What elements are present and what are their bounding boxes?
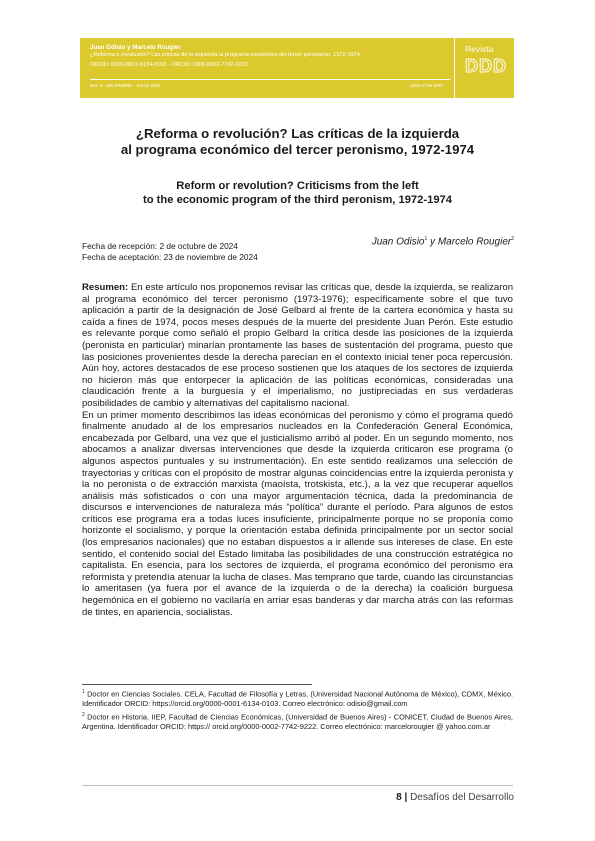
received-date: Fecha de recepción: 2 de octubre de 2024 — [82, 241, 238, 251]
page-footer — [396, 792, 514, 803]
footnotes — [82, 688, 513, 734]
title-es-line-1: ¿Reforma o revolución? Las críticas de la izquierda — [135, 126, 460, 141]
footnote-2-mark: 2 — [82, 711, 85, 718]
author-connector: y — [427, 236, 438, 248]
footnote-2-text: Doctor en Historia. IIEP, Facultad de Ciencias Económicas, (Universidad de Buenos Aires) - CONICET, Ciudad de Buenos Aires, Argentina. Identificador ORCID: https:// orcid.org/0000-0002-7742-9222. Correo electrónico: marcelorougier @ yahoo.com.ar — [82, 712, 513, 731]
title-en-line-2: to the economic program of the third peronism, 1972-1974 — [143, 194, 452, 206]
article-title-english — [70, 179, 525, 207]
header-vertical-divider — [454, 38, 455, 98]
abstract-label: Resumen: — [82, 282, 129, 293]
title-en-line-1: Reform or revolution? Criticisms from the left — [176, 180, 419, 192]
submission-dates — [82, 241, 258, 262]
author-byline — [372, 236, 514, 247]
abstract-paragraph-2: En un primer momento describimos las ideas económicas del peronismo y cómo el programa quedó finalmente anudado al de los empresarios nucleados en la Confederación General Económica, encabezada por Gelbard, una vez que el justicialismo arribó al poder. En un segundo momento, nos abocamos a analizar diversas intervenciones que desde la izquierda criticaron ese programa (o algunos aspectos puntuales y su instrumentación). En este sentido realizamos una selección de trayectorias y críticas con el propósito de mostrar algunas coincidencias entre la izquierda peronista y la no peronista o de extracción marxista (maoísta, trotskista, etc.), a la vez que recuperar aquellos análisis más sofisticados o con una mayor argumentación técnica, dada la predominancia de discursos e intervenciones de naturaleza más “política” durante el período. Para algunos de estos críticos ese programa era a todas luces insuficiente, principalmente porque no se proponía como horizonte el socialismo, y porque la orientación estaba definida principalmente por un sector social (los empresarios nacionales) que no estaban dispuestos a ir allende sus intereses de clase. En este sentido, el contenido social del Estado limitaba las posibilidades de una construcción estratégica no capitalista. En esencia, para los sectores de izquierda, el programa económico del peronismo era reformista y pretendía atenuar la lucha de clases. Mas temprano que tarde, cuando las circunstancias lo ameritasen (ya fuera por el avance de la izquierda o de la derecha) la coalición burguesa hegemónica en el gobierno no vacilaría en arriar esas banderas y dar marcha atrás con las reformas de tintes, en apariencia, socialistas. — [82, 409, 513, 618]
page-number: 8 — [396, 792, 402, 803]
header-article-title: ¿Reforma o revolución? Las críticas de la izquierda al programa económico del tercer peronismo, 1972-1974 — [90, 52, 360, 58]
article-title-spanish — [70, 126, 525, 158]
header-issn: ISSN 2796-8987 — [410, 83, 444, 88]
abstract-text-1: En este artículo nos proponemos revisar las críticas que, desde la izquierda, se realizaron al programa económico del tercer peronismo (1973-1976); específicamente sobre el que tuvo aplicación a partir de la designación de José Gelbard al frente de la cartera económica y hasta su caída a fines de 1974, pocos meses después de la muerte del presidente Juan Perón. Este estudio es relevante porque como señaló el propio Gelbard la crítica desde las posiciones de la izquierda (peronista en particular) minarían prontamente las bases de sustentación del programa, puesto que las posiciones provenientes desde la derecha parecían en el contexto inicial tener poca repercusión. Aún hoy, actores destacados de ese proceso sostienen que los ataques de los sectores de izquierda no hicieron más que entorpecer la aplicación de las políticas económicas, consideradas una claudicación frente a la burguesía y el imperialismo, no justipreciadas en sus verdaderas posibilidades de cambio y alternativas del capitalismo nacional. — [82, 282, 514, 409]
footnote-1-mark: 1 — [82, 689, 85, 695]
journal-header-band — [80, 38, 514, 98]
author-2: Marcelo Rougier — [437, 236, 512, 248]
author-1: Juan Odisio — [371, 236, 425, 248]
journal-logo: DDD — [465, 56, 507, 76]
footnote-separator — [82, 684, 312, 685]
abstract — [82, 282, 513, 618]
footnote-1-text: Doctor en Ciencias Sociales. CELA, Facultad de Filosofía y Letras, (Universidad Nacional Autónoma de México), CDMX, México. Identificador ORCID: https://orcid.org/0000-0001-6134-0103. Correo electrónico: odisio@gmail.com — [82, 689, 513, 708]
footnote-1 — [82, 688, 513, 708]
accepted-date: Fecha de aceptación: 23 de noviembre de 2024 — [82, 251, 258, 262]
header-divider-line — [90, 79, 450, 80]
footer-divider — [82, 785, 513, 786]
footnote-ref-1[interactable]: 1 — [424, 236, 428, 242]
journal-name: Desafíos del Desarrollo — [410, 792, 514, 803]
header-authors: Juan Odisio y Marcelo Rougier — [90, 44, 181, 51]
header-orcid: ORCID: 0000-0001-6134-0103 - ORCID: 0000-0002-7742-9222 — [90, 62, 248, 68]
footnote-2 — [82, 711, 513, 731]
abstract-paragraph-1 — [82, 282, 513, 410]
journal-brand — [465, 44, 507, 76]
header-issue: Nro. 6 · DICIEMBRE · JULIO 2024 — [90, 83, 161, 88]
footer-separator: | — [401, 792, 411, 803]
brand-label: Revista — [465, 44, 494, 54]
footnote-ref-2[interactable]: 2 — [511, 236, 514, 242]
header-citation — [90, 44, 420, 69]
title-es-line-2: al programa económico del tercer peronismo, 1972-1974 — [120, 142, 475, 157]
